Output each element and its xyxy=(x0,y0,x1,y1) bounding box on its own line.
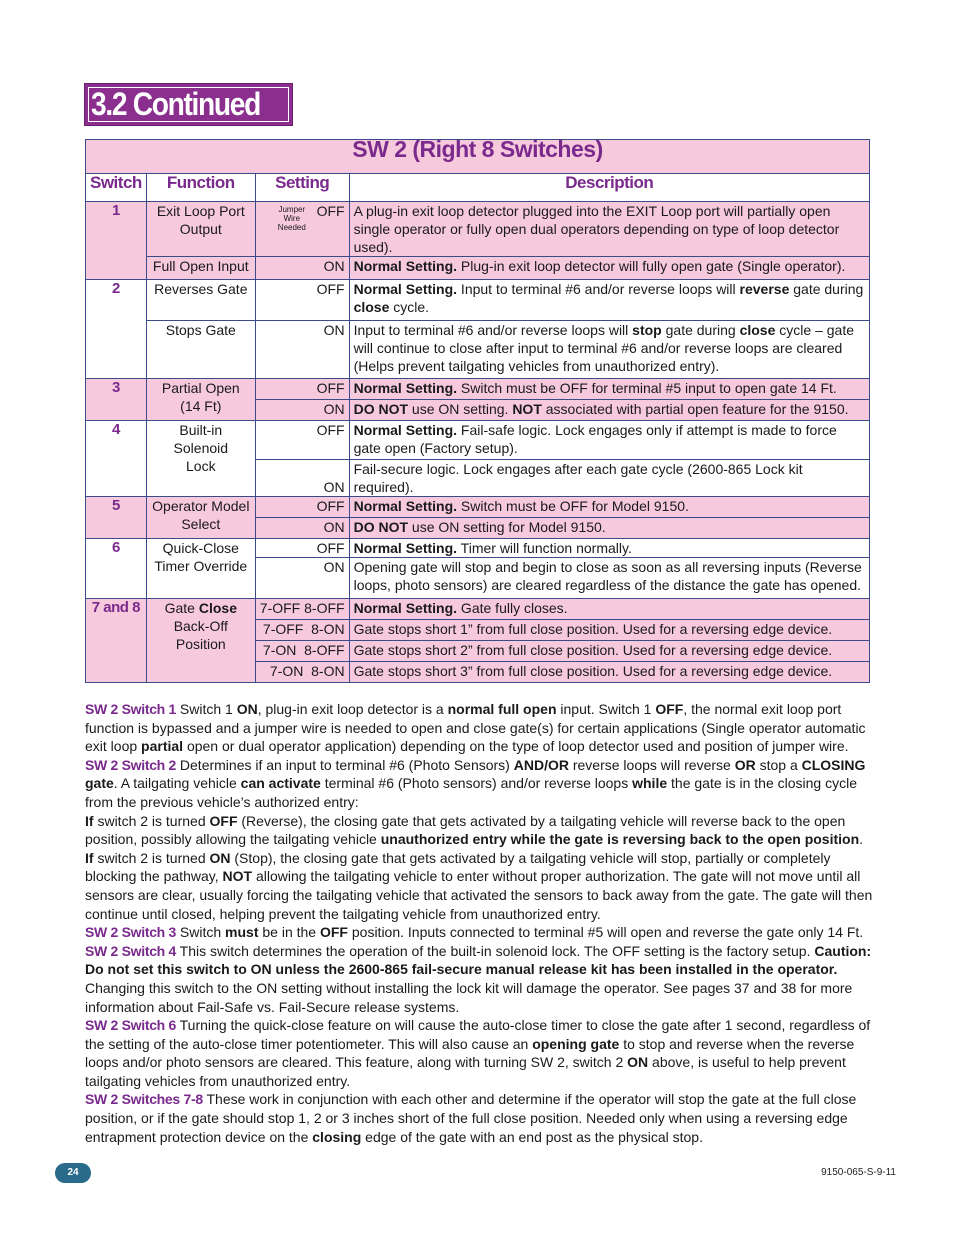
header-description: Description xyxy=(349,174,869,202)
header-switch: Switch xyxy=(86,174,147,202)
bold-text: Close xyxy=(198,600,237,616)
setting-value: 7-OFF 8-OFF xyxy=(255,599,349,620)
note-label: SW 2 Switch 4 xyxy=(85,942,177,959)
note-switches-7-8 xyxy=(85,1090,875,1146)
function-line: Position xyxy=(175,636,226,652)
setting-value: ON xyxy=(255,518,349,539)
setting-value: OFF xyxy=(316,203,345,219)
description-cell xyxy=(349,518,869,539)
bold-text: OFF xyxy=(209,812,238,829)
bold-text: AND/OR xyxy=(513,756,569,773)
bold-text: NOT xyxy=(512,401,542,417)
note-text: , plug-in exit loop detector is a xyxy=(257,701,448,717)
function-cell xyxy=(146,379,255,421)
desc-text: use ON setting for Model 9150. xyxy=(408,519,606,535)
note-text: Determines if an input to terminal #6 (Photo Sensors) xyxy=(176,756,514,773)
desc-text: use ON setting. xyxy=(408,401,513,417)
desc-text: Fail-safe logic. Lock engages only if attempt is made to force gate open (Factory setup). xyxy=(353,422,837,456)
table-row xyxy=(86,379,870,400)
jumper-line: Jumper xyxy=(278,205,306,214)
note-switch-1 xyxy=(85,700,875,756)
function-line: Timer Override xyxy=(154,558,248,574)
note-label: SW 2 Switch 3 xyxy=(85,924,177,941)
description-cell: Gate stops short 1” from full close position. Used for a reversing edge device. xyxy=(349,620,869,641)
bold-text: normal full open xyxy=(447,701,557,717)
bold-text: opening gate xyxy=(532,1035,620,1052)
note-switch-2-off xyxy=(85,812,875,849)
table-title: SW 2 (Right 8 Switches) xyxy=(86,140,870,174)
setting-value: 7-OFF 8-ON xyxy=(255,620,349,641)
function-line: Built-in xyxy=(179,422,223,438)
desc-text: Input to terminal #6 and/or reverse loops will xyxy=(353,322,633,338)
function-line: Gate xyxy=(164,600,199,616)
bold-text: OFF xyxy=(319,924,348,941)
desc-text: gate during xyxy=(789,281,864,297)
bold-text: must xyxy=(225,924,259,941)
note-text: to stop and reverse when the reverse loops and/or photo sensors are cleared. This feature, along with turning SW 2, switch 2 xyxy=(85,1035,855,1071)
bold-text: can activate xyxy=(240,775,321,792)
description-cell xyxy=(349,280,869,321)
bold-text: If xyxy=(85,849,94,866)
bold-text: while xyxy=(632,775,668,792)
note-switch-2 xyxy=(85,756,875,812)
note-text: Switch 1 xyxy=(176,701,237,717)
header-function: Function xyxy=(146,174,255,202)
note-switch-2-on xyxy=(85,849,875,923)
function-cell: Full Open Input xyxy=(146,257,255,280)
bold-text: CLOSING gate xyxy=(85,756,866,792)
jumper-line: Wire xyxy=(283,214,301,223)
note-label: SW 2 Switches 7-8 xyxy=(85,1091,203,1108)
note-text: be in the xyxy=(258,924,320,941)
function-cell: Reverses Gate xyxy=(146,280,255,321)
setting-value: ON xyxy=(255,400,349,421)
desc-text: Switch must be OFF for terminal #5 input to open gate 14 Ft. xyxy=(457,380,837,396)
table-header-row xyxy=(86,174,870,202)
bold-text: If xyxy=(85,812,94,829)
function-line: Back-Off xyxy=(173,618,228,634)
function-line: Lock xyxy=(186,458,216,474)
bold-text: ON xyxy=(209,849,231,866)
function-cell: Stops Gate xyxy=(146,321,255,379)
bold-text: close xyxy=(353,299,390,315)
description-cell: Fail-secure logic. Lock engages after each gate cycle (2600-865 Lock kit required). xyxy=(349,460,869,497)
function-cell xyxy=(146,421,255,497)
table-row xyxy=(86,539,870,558)
note-switch-4 xyxy=(85,942,875,1016)
function-line: Solenoid xyxy=(173,440,229,456)
note-text: These work in conjunction with each other and determine if the operator will stop the gate at the full close position, or if the gate should stop 1, 2 or 3 inches short of the full close position. Needed only when using a reversing edge entrapment protection device on the xyxy=(85,1091,857,1145)
heading-text: 3.2 Continued xyxy=(91,86,261,122)
table-row xyxy=(86,257,870,280)
function-cell xyxy=(146,497,255,539)
bold-text: ON xyxy=(627,1054,649,1071)
note-text: open or dual operator application) depending on the type of loop detector used and position of jumper wire. xyxy=(183,738,849,755)
note-label: SW 2 Switch 6 xyxy=(85,1017,177,1034)
setting-value: 7-ON 8-ON xyxy=(255,662,349,683)
note-text: switch 2 is turned xyxy=(93,849,210,866)
desc-text: Input to terminal #6 and/or reverse loops will xyxy=(457,281,740,297)
note-text: Changing this switch to the ON setting without installing the lock kit will damage the operator. See pages 37 and 38 for more information about Fail-Safe vs. Fail-Secure release systems. xyxy=(85,979,853,1015)
jumper-line: Needed xyxy=(277,223,306,232)
setting-value: OFF xyxy=(255,539,349,558)
table-row xyxy=(86,599,870,620)
note-text: stop a xyxy=(755,756,802,773)
table-row xyxy=(86,280,870,321)
note-text: the gate is in the closing cycle from the previous vehicle’s authorized entry: xyxy=(85,775,858,810)
bold-text: OR xyxy=(734,756,756,773)
note-text: edge of the gate with an end post as the physical stop. xyxy=(361,1128,703,1145)
description-cell xyxy=(349,257,869,280)
description-cell xyxy=(349,379,869,400)
jumper-note xyxy=(278,205,306,232)
note-text: allowing the tailgating vehicle to enter without proper authorization. The gate will not move until all sensors are clear, usually forcing the tailgating vehicle that activated the sensors to back away from the gate. The gate will then continue until closed, helping prevent the tailgating vehicle from unauthorized entry. xyxy=(85,868,873,922)
function-line: Quick-Close xyxy=(162,540,239,556)
note-text: This switch determines the operation of the built-in solenoid lock. The OFF setting is the factory setup. xyxy=(176,942,815,959)
notes-section xyxy=(85,700,875,1146)
description-cell: Gate stops short 3” from full close position. Used for a reversing edge device. xyxy=(349,662,869,683)
setting-value: OFF xyxy=(255,421,349,460)
switch-number: 6 xyxy=(86,539,147,599)
bold-text: DO NOT xyxy=(353,519,409,535)
table-row xyxy=(86,421,870,460)
description-cell: Gate stops short 2” from full close position. Used for a reversing edge device. xyxy=(349,641,869,662)
bold-text: Normal Setting. xyxy=(353,600,458,616)
note-text: position. Inputs connected to terminal #5 will open and reverse the gate only 14 Ft. xyxy=(347,924,864,941)
description-cell: Opening gate will stop and begin to close as soon as all reversing inputs (Reverse loops, photo sensors) are cleared regardless of the distance the gate has opened. xyxy=(349,558,869,599)
desc-text: associated with partial open feature for the 9150. xyxy=(541,401,849,417)
switch-number: 7 and 8 xyxy=(86,599,147,683)
bold-text: DO NOT xyxy=(353,401,409,417)
note-text: (Reverse), the closing gate that gets activated by a tailgating vehicle will reverse back to the open position, possibly allowing the tailgating vehicle xyxy=(85,812,846,848)
note-switch-6 xyxy=(85,1016,875,1090)
table-row xyxy=(86,321,870,379)
desc-text: gate during xyxy=(661,322,740,338)
section-heading xyxy=(84,83,293,126)
switch-number: 5 xyxy=(86,497,147,539)
bold-text: NOT xyxy=(222,868,253,885)
description-cell: A plug-in exit loop detector plugged into the EXIT Loop port will partially open single operator or fully open dual operators depending on type of loop detector used). xyxy=(349,202,869,257)
desc-text: Gate fully closes. xyxy=(457,600,568,616)
note-text: reverse loops will reverse xyxy=(568,756,735,773)
desc-text: Timer will function normally. xyxy=(457,540,632,556)
function-line: Exit Loop Port xyxy=(156,203,245,219)
note-text: switch 2 is turned xyxy=(93,812,210,829)
bold-text: close xyxy=(739,322,776,338)
function-line: Partial Open xyxy=(161,380,240,396)
setting-value: ON xyxy=(255,257,349,280)
header-setting: Setting xyxy=(255,174,349,202)
document-number: 9150-065-S-9-11 xyxy=(821,1167,896,1178)
bold-text: closing xyxy=(312,1128,362,1145)
bold-text: Normal Setting. xyxy=(353,380,458,396)
setting-cell xyxy=(255,202,349,257)
desc-text: cycle – gate will continue to close after input to terminal #6 and/or reverse loops are cleared (Helps prevent tailgating vehicles from unauthorized entry). xyxy=(353,322,854,374)
function-cell xyxy=(146,202,255,257)
setting-value: 7-ON 8-OFF xyxy=(255,641,349,662)
note-text: . A tailgating vehicle xyxy=(113,775,241,792)
desc-text: cycle. xyxy=(389,299,430,315)
note-text: . xyxy=(859,831,864,848)
bold-text: reverse xyxy=(739,281,790,297)
description-cell xyxy=(349,400,869,421)
note-text: (Stop), the closing gate that gets activated by a tailgating vehicle will stop, partially or completely blocking the pathway, xyxy=(85,849,831,885)
table-row xyxy=(86,202,870,257)
setting-value: ON xyxy=(255,321,349,379)
function-line: (14 Ft) xyxy=(180,398,222,414)
note-label: SW 2 Switch 1 xyxy=(85,701,177,717)
description-cell xyxy=(349,599,869,620)
bold-text: Normal Setting. xyxy=(353,258,458,274)
note-text: Turning the quick-close feature on will cause the auto-close timer to close the gate after 1 second, regardless of the setting of the auto-close timer potentiometer. This will also cause an xyxy=(85,1017,871,1052)
switch-number: 1 xyxy=(86,202,147,280)
desc-text: Plug-in exit loop detector will fully open gate (Single operator). xyxy=(457,258,846,274)
table-row xyxy=(86,497,870,518)
description-cell xyxy=(349,321,869,379)
bold-text: Normal Setting. xyxy=(353,422,458,438)
function-line: Output xyxy=(179,221,222,237)
setting-value: OFF xyxy=(255,379,349,400)
table-title-row xyxy=(86,140,870,174)
switch-number: 4 xyxy=(86,421,147,497)
function-cell xyxy=(146,539,255,599)
bold-text: unauthorized entry while the gate is reversing back to the open position xyxy=(380,831,860,848)
desc-text: Switch must be OFF for Model 9150. xyxy=(457,498,689,514)
setting-value: OFF xyxy=(255,497,349,518)
bold-text: Caution: Do not set this switch to ON unless the 2600-865 fail-secure manual release kit has been installed in the operator. xyxy=(85,942,872,978)
bold-text: OFF xyxy=(655,701,684,717)
bold-text: Normal Setting. xyxy=(353,498,458,514)
note-text: terminal #6 (Photo sensors) and/or reverse loops xyxy=(320,775,633,792)
note-label: SW 2 Switch 2 xyxy=(85,756,177,773)
page-number: 24 xyxy=(55,1163,91,1183)
switch-number: 2 xyxy=(86,280,147,379)
setting-value: ON xyxy=(255,460,349,497)
setting-value: ON xyxy=(255,558,349,599)
note-text: above, is useful to help prevent tailgating vehicles from unauthorized entry. xyxy=(85,1054,846,1089)
bold-text: Normal Setting. xyxy=(353,540,458,556)
function-line: Select xyxy=(181,516,221,532)
note-text: Switch xyxy=(176,924,226,941)
note-switch-3 xyxy=(85,923,875,942)
bold-text: Normal Setting. xyxy=(353,281,458,297)
bold-text: partial xyxy=(141,738,184,755)
note-text: , the normal exit loop port function is bypassed and a jumper wire is needed to open and close gate(s) for certain applications (Single operator automatic exit loop xyxy=(85,701,866,755)
note-text: input. Switch 1 xyxy=(556,701,656,717)
description-cell xyxy=(349,497,869,518)
function-cell xyxy=(146,599,255,683)
setting-value: OFF xyxy=(255,280,349,321)
description-cell xyxy=(349,421,869,460)
bold-text: ON xyxy=(236,701,258,717)
function-line: Operator Model xyxy=(152,498,250,514)
bold-text: stop xyxy=(632,322,662,338)
switch-number: 3 xyxy=(86,379,147,421)
description-cell xyxy=(349,539,869,558)
sw2-table xyxy=(85,136,870,683)
